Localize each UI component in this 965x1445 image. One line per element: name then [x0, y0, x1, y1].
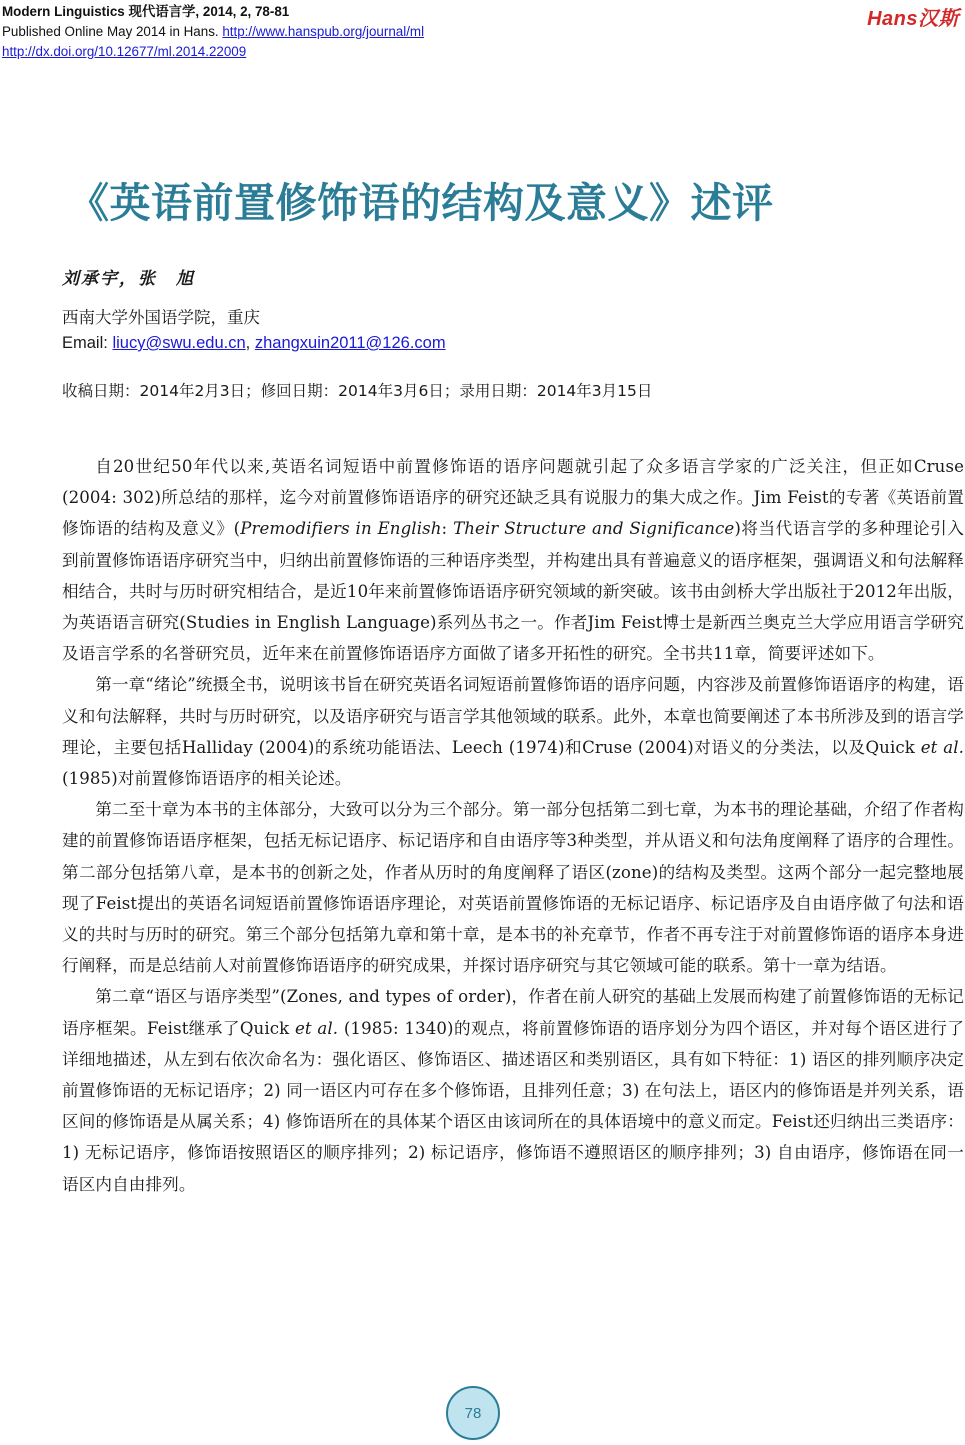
email-line	[62, 331, 446, 355]
et-al-italic: et al.	[920, 737, 964, 757]
body-paragraph-4	[62, 981, 964, 1199]
journal-citation: Modern Linguistics 现代语言学, 2014, 2, 78-81	[2, 4, 290, 19]
paragraph-text: :	[441, 519, 454, 539]
paragraph-text: 第一章“绪论”统摄全书，说明该书旨在研究英语名词短语前置修饰语的语序问题，内容涉及前置修饰语语序的构建，语义和句法解释，共时与历时研究，以及语序研究与语言学其他领域的联系。此外，本章也简要阐述了本书所涉及到的语言学理论，主要包括Halliday (2004)的系统功能语法、Leech (1974)和Cruse (2004)对语义的分类法，以及Quick	[62, 675, 964, 757]
article-body	[62, 451, 964, 1200]
paragraph-text: (1985)对前置修饰语语序的相关论述。	[62, 769, 352, 789]
paragraph-text: 自20世纪50年代以来,英语名词短语中前置修饰语的语序问题就引起了众多语言学家的广泛关注，但正如Cruse (2004: 302)所总结的那样，迄今对前置修饰语语序的研究还缺乏具有说服力的集大成之作。Jim Feist的专著《英语前置修饰语的结构及意义》(	[62, 457, 964, 539]
affiliation: 西南大学外国语学院，重庆	[62, 308, 260, 327]
page-number-badge: 78	[446, 1386, 500, 1440]
body-paragraph-1	[62, 451, 964, 669]
paragraph-text: 第二章“语区与语序类型”(Zones, and types of order)，作者在前人研究的基础上发展而构建了前置修饰语的无标记语序框架。Feist继承了Quick	[62, 987, 964, 1038]
book-title-italic: Premodifiers in English	[240, 519, 442, 539]
et-al-italic: et al.	[294, 1018, 339, 1038]
email-label: Email:	[62, 334, 113, 352]
publisher-logo: Hans汉斯	[867, 8, 959, 30]
book-subtitle-italic: Their Structure and Significance	[453, 519, 735, 539]
article-title: 《英语前置修饰语的结构及意义》述评	[68, 179, 774, 227]
publication-line	[2, 22, 424, 42]
paragraph-text: )将当代语言学的多种理论引入到前置修饰语语序研究当中，归纳出前置修饰语的三种语序类型，并构建出具有普遍意义的语序框架，强调语义和句法解释相结合，共时与历时研究相结合，是近10年来前置修饰语语序研究领域的新突破。该书由剑桥大学出版社于2012年出版，为英语语言研究(Studies in English Language)系列丛书之一。作者Jim Feist博士是新西兰奥克兰大学应用语言学研究及语言学系的名誉研究员，近年来在前置修饰语语序方面做了诸多开拓性的研究。全书共11章，简要评述如下。	[62, 519, 965, 664]
journal-header	[2, 2, 424, 62]
body-paragraph-2	[62, 669, 964, 794]
published-online-text: Published Online May 2014 in Hans.	[2, 24, 223, 39]
author-list: 刘承宇，张 旭	[62, 269, 195, 289]
paragraph-text: (1985: 1340)的观点，将前置修饰语的语序划分为四个语区，并对每个语区进行了详细地描述，从左到右依次命名为：强化语区、修饰语区、描述语区和类别语区，具有如下特征：1) 语区的排列顺序决定前置修饰语的无标记语序；2) 同一语区内可存在多个修饰语，且排列任意；3) 在句法上，语区内的修饰语是并列关系，语区间的修饰语是从属关系；4) 修饰语所在的具体某个语区由该词所在的具体语境中的意义而定。Feist还归纳出三类语序：1) 无标记语序，修饰语按照语区的顺序排列；2) 标记语序，修饰语不遵照语区的顺序排列；3) 自由语序，修饰语在同一语区内自由排列。	[62, 1018, 964, 1194]
email-separator: ,	[245, 334, 255, 352]
email-link-2[interactable]: zhangxuin2011@126.com	[254, 334, 446, 352]
received-dates: 收稿日期：2014年2月3日；修回日期：2014年3月6日；录用日期：2014年3月15日	[62, 382, 653, 400]
journal-url-link[interactable]: http://www.hanspub.org/journal/ml	[222, 24, 425, 39]
doi-link[interactable]: http://dx.doi.org/10.12677/ml.2014.22009	[2, 44, 247, 59]
body-paragraph-3: 第二至十章为本书的主体部分，大致可以分为三个部分。第一部分包括第二到七章，为本书的理论基础，介绍了作者构建的前置修饰语语序框架，包括无标记语序、标记语序和自由语序等3种类型，并从语义和句法角度阐释了语序的合理性。第二部分包括第八章，是本书的创新之处，作者从历时的角度阐释了语区(zone)的结构及类型。这两个部分一起完整地展现了Feist提出的英语名词短语前置修饰语语序理论，对英语前置修饰语的无标记语序、标记语序及自由语序做了句法和语义的共时与历时的研究。第三个部分包括第九章和第十章，是本书的补充章节，作者不再专注于对前置修饰语的语序本身进行阐释，而是总结前人对前置修饰语语序的研究成果，并探讨语序研究与其它领域可能的联系。第十一章为结语。	[62, 800, 964, 976]
email-link-1[interactable]: liucy@swu.edu.cn	[112, 334, 246, 352]
